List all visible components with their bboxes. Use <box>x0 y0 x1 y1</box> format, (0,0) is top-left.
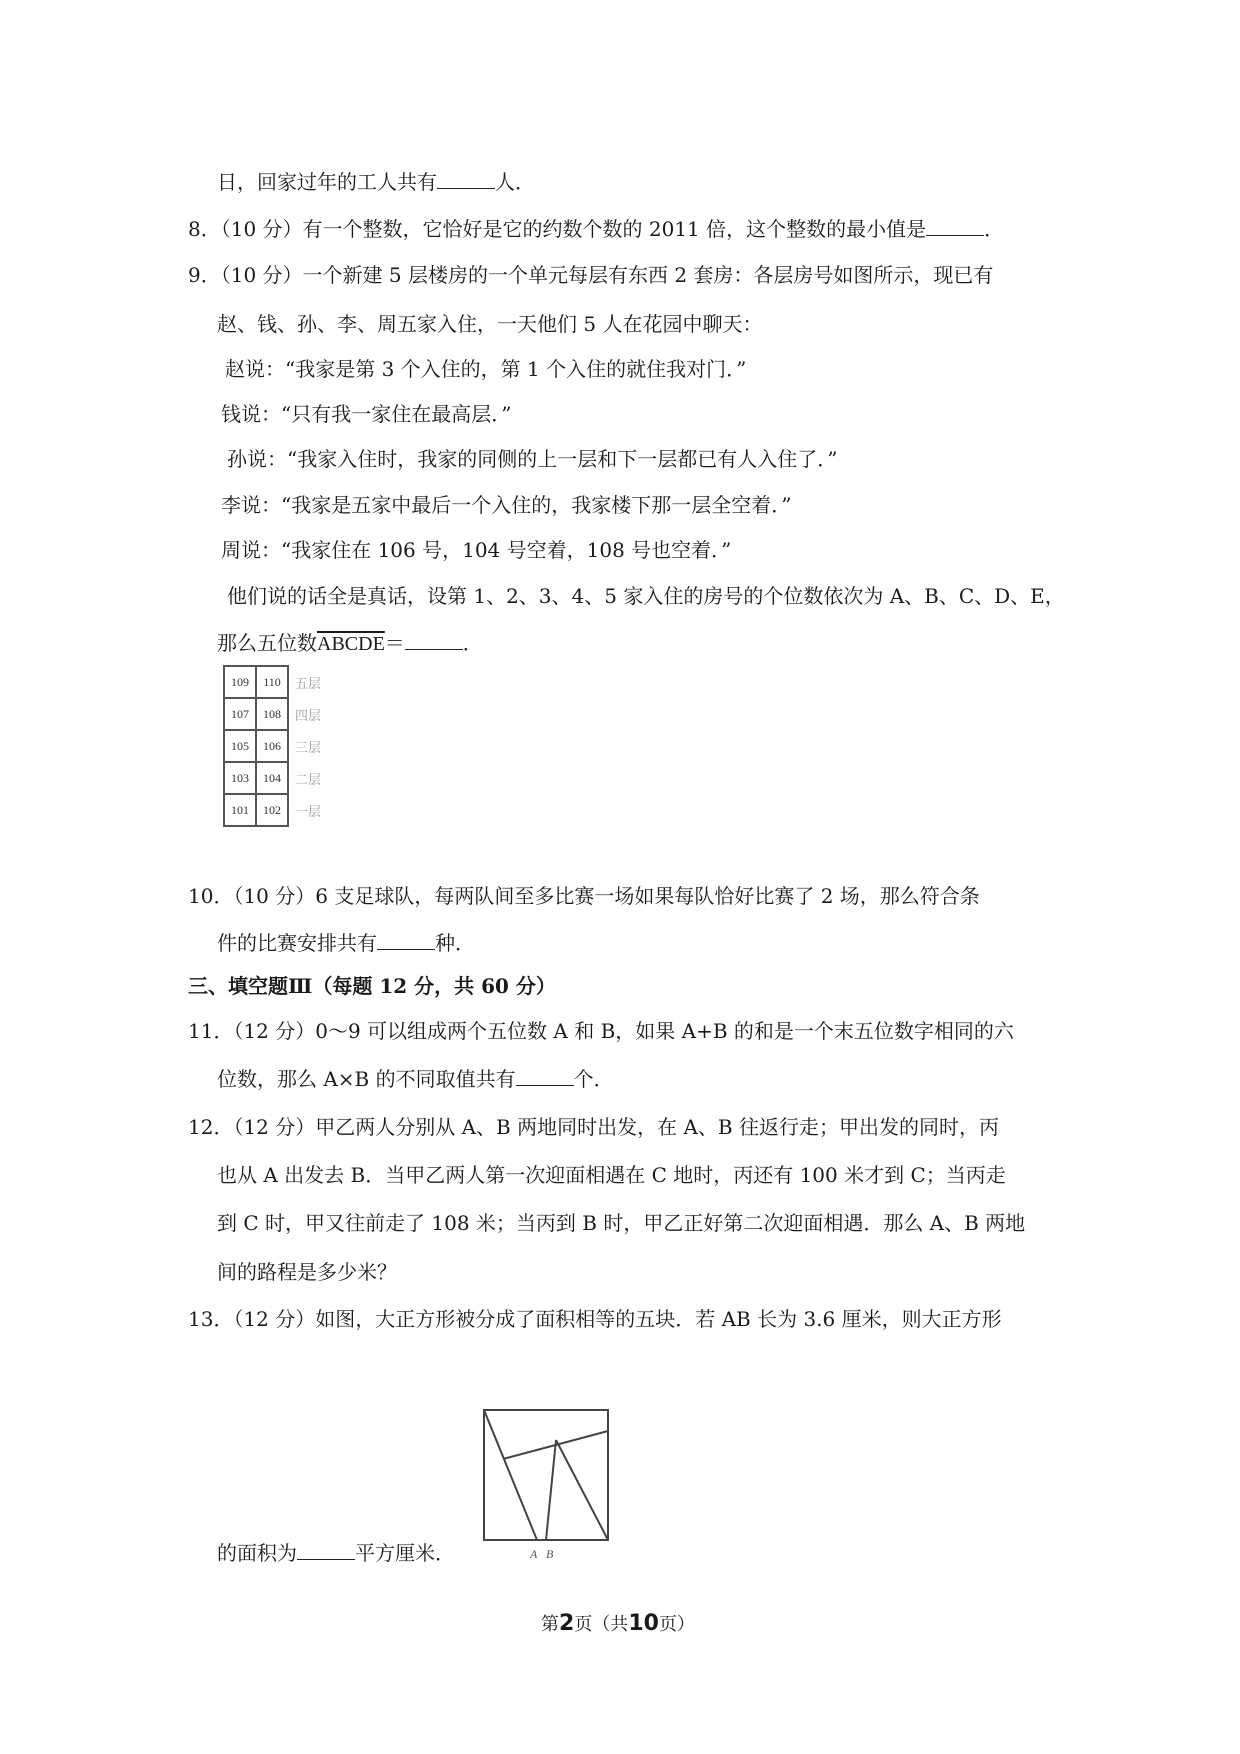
question-9-line-4: 那么五位数ABCDE＝ ． <box>217 627 483 656</box>
floor-label: 五层 <box>295 676 322 692</box>
room-east-cell: 108 <box>256 698 288 730</box>
room-west-cell: 101 <box>224 794 256 826</box>
answer-blank <box>405 628 463 650</box>
zhao-statement: 赵说：“我家是第 3 个入住的，第 1 个入住的就住我对门．” <box>225 357 747 381</box>
room-east-cell: 104 <box>256 762 288 794</box>
question-13-line-2: 的面积为 平方厘米． <box>217 1537 455 1566</box>
sun-statement: 孙说：“我家入住时，我家的同侧的上一层和下一层都已有人入住了．” <box>227 447 838 471</box>
answer-blank <box>516 1064 574 1086</box>
question-13-line-1: 13．（12 分）如图，大正方形被分成了面积相等的五块．若 AB 长为 3.6 厘米，则大正方形 <box>188 1307 1002 1331</box>
question-10-line-1: 10．（10 分）6 支足球队，每两队间至多比赛一场如果每队恰好比赛了 2 场，那么符合条 <box>188 884 980 908</box>
room-west-cell: 109 <box>224 666 256 698</box>
floor-label: 四层 <box>295 708 322 724</box>
big-square <box>484 1410 608 1540</box>
question-12-line-3: 到 C 时，甲又往前走了 108 米；当丙到 B 时，甲乙正好第二次迎面相遇．那么 A、B 两地 <box>217 1211 1026 1235</box>
question-12-line-1: 12．（12 分）甲乙两人分别从 A、B 两地同时出发，在 A、B 往返行走；甲出发的同时，丙 <box>188 1115 999 1139</box>
floor-row <box>224 762 323 794</box>
floor-label: 二层 <box>295 772 322 788</box>
line-to-corner <box>556 1440 608 1540</box>
room-west-cell: 107 <box>224 698 256 730</box>
answer-blank <box>926 214 984 236</box>
question-11-line-2: 位数，那么 A×B 的不同取值共有 个． <box>217 1063 614 1092</box>
room-east-cell: 110 <box>256 666 288 698</box>
room-number-figure <box>223 665 324 827</box>
room-west-cell: 103 <box>224 762 256 794</box>
qian-statement: 钱说：“只有我一家住在最高层．” <box>221 402 512 426</box>
question-10-line-2: 件的比赛安排共有 种． <box>217 927 475 956</box>
answer-blank <box>377 928 435 950</box>
answer-blank <box>437 167 495 189</box>
question-9-line-2: 赵、钱、孙、李、周五家入住，一天他们 5 人在花园中聊天： <box>217 312 763 336</box>
label-b: B <box>546 1547 554 1560</box>
floor-row <box>224 666 323 698</box>
room-number-table <box>223 665 324 827</box>
floor-row <box>224 730 323 762</box>
room-east-cell: 102 <box>256 794 288 826</box>
question-9-line-1: 9．（10 分）一个新建 5 层楼房的一个单元每层有东西 2 套房：各层房号如图所示，现已有 <box>188 263 994 287</box>
floor-label: 三层 <box>295 740 322 756</box>
floor-row <box>224 794 323 826</box>
room-east-cell: 106 <box>256 730 288 762</box>
line-to-a <box>484 1410 537 1540</box>
current-page-number: 2 <box>559 1611 575 1636</box>
square-figure <box>470 1408 620 1560</box>
floor-row <box>224 698 323 730</box>
total-pages: 10 <box>628 1611 659 1636</box>
room-west-cell: 105 <box>224 730 256 762</box>
answer-blank <box>297 1538 355 1560</box>
question-9-line-3: 他们说的话全是真话，设第 1、2、3、4、5 家入住的房号的个位数依次为 A、B、C、D、E， <box>227 584 1065 608</box>
question-12-line-2: 也从 A 出发去 B．当甲乙两人第一次迎面相遇在 C 地时，丙还有 100 米才到 C；当丙走 <box>217 1163 1006 1187</box>
zhou-statement: 周说：“我家住在 106 号，104 号空着，108 号也空着．” <box>221 538 732 562</box>
question-12-line-4: 间的路程是多少米？ <box>217 1260 397 1284</box>
label-a: A <box>530 1547 538 1560</box>
line-to-b <box>546 1440 556 1540</box>
floor-label: 一层 <box>295 804 322 820</box>
section-3-heading: 三、填空题Ⅲ（每题 12 分，共 60 分） <box>188 974 556 998</box>
li-statement: 李说：“我家是五家中最后一个入住的，我家楼下那一层全空着．” <box>221 493 792 517</box>
question-8: 8．（10 分）有一个整数，它恰好是它的约数个数的 2011 倍，这个整数的最小值是 ． <box>188 213 1004 242</box>
q7-continuation: 日，回家过年的工人共有 人． <box>217 166 535 195</box>
five-digit-number: ABCDE <box>317 633 385 655</box>
question-11-line-1: 11．（12 分）0～9 可以组成两个五位数 A 和 B，如果 A+B 的和是一个末五位数字相同的六 <box>188 1019 1014 1043</box>
page-footer: 第2页（共10页） <box>541 1611 695 1636</box>
